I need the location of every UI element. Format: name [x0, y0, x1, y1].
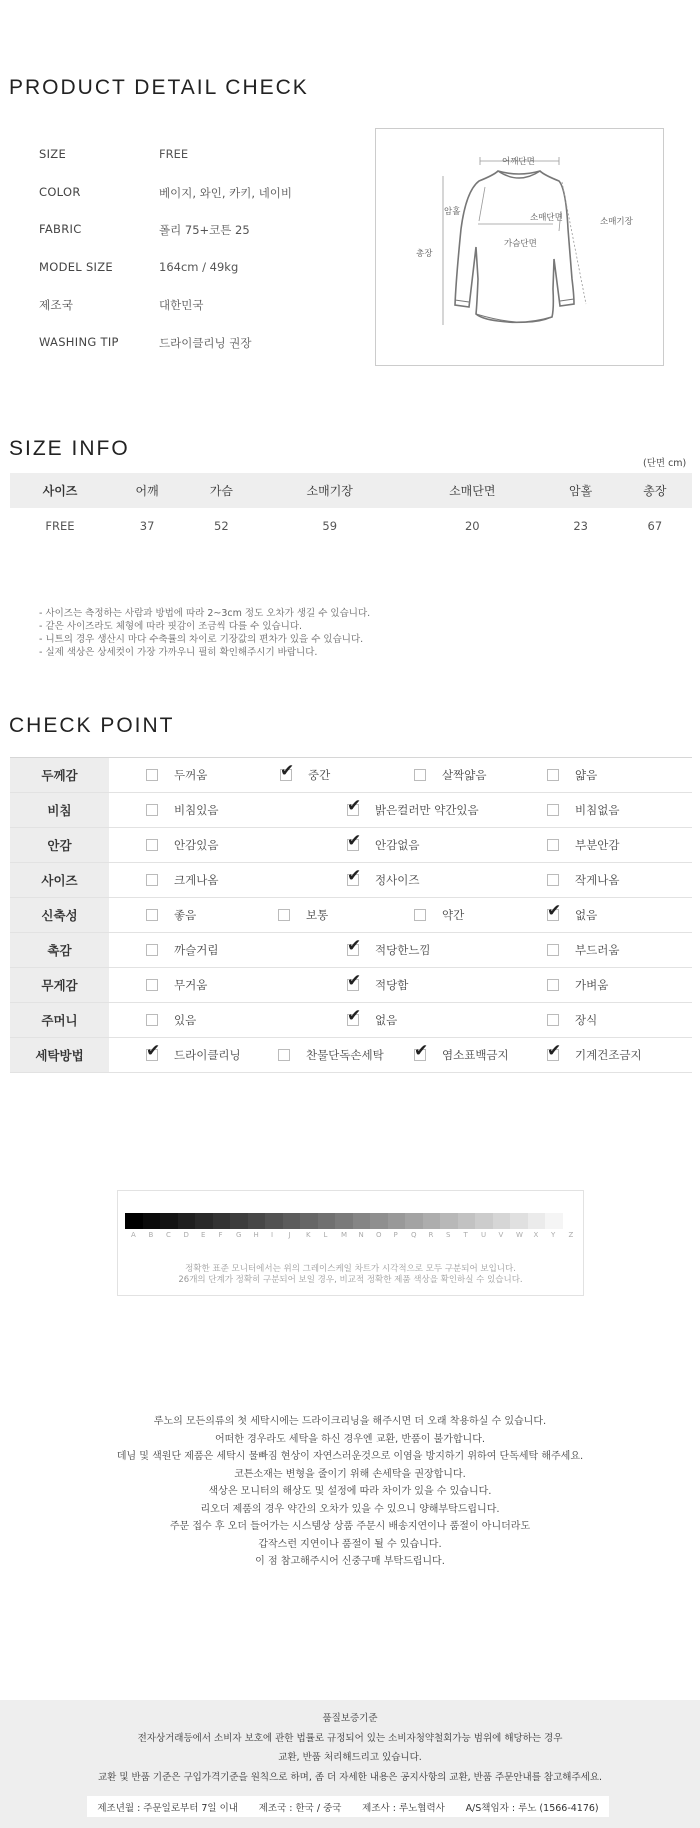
- grayscale-swatch: [160, 1213, 178, 1229]
- size-header-cell: 총장: [618, 473, 692, 508]
- grayscale-letter: Y: [551, 1231, 556, 1239]
- check-option-label: 얇음: [575, 768, 598, 782]
- check-option-label: 밝은컬러만 약간있음: [375, 803, 479, 817]
- grayscale-swatch: [528, 1213, 546, 1229]
- check-option[interactable]: [347, 863, 419, 897]
- check-option-label: 약간: [442, 908, 465, 922]
- grayscale-swatch: [458, 1213, 476, 1229]
- check-row-label: 두께감: [10, 758, 109, 792]
- check-option-label: 있음: [174, 1013, 197, 1027]
- checkbox-checked[interactable]: [347, 796, 362, 816]
- check-option-label: 무거움: [174, 978, 208, 992]
- grayscale-swatch: [493, 1213, 511, 1229]
- grayscale-letter: B: [148, 1231, 154, 1239]
- check-row: [10, 863, 692, 898]
- grayscale-letter: O: [376, 1231, 382, 1239]
- size-note: - 실제 색상은 상세컷이 가장 가까우니 필히 확인해주시기 바랍니다.: [39, 647, 318, 658]
- detail-title: PRODUCT DETAIL CHECK: [9, 76, 309, 99]
- check-icon: ✔: [347, 866, 362, 886]
- footer-info: 제조국 : 한국 / 중국: [258, 1802, 342, 1814]
- checkbox-checked[interactable]: [547, 901, 562, 921]
- spec-value: 드라이클리닝 권장: [159, 336, 252, 350]
- grayscale-letter: I: [271, 1231, 274, 1239]
- checkbox[interactable]: [146, 804, 158, 816]
- check-option[interactable]: [146, 933, 218, 967]
- check-icon: ✔: [347, 796, 362, 816]
- check-option-label: 비침없음: [575, 803, 620, 817]
- check-option[interactable]: [414, 898, 464, 932]
- size-info-title: SIZE INFO: [9, 437, 130, 460]
- check-icon: ✔: [547, 1041, 562, 1061]
- grayscale-chart: [117, 1190, 584, 1296]
- footer-line: 전자상거래등에서 소비자 보호에 관한 법률로 규정되어 있는 소비자청약철회가능 범위에 해당하는 경우: [137, 1732, 563, 1744]
- check-option-label: 드라이클리닝: [174, 1048, 241, 1062]
- size-header-cell: 어깨: [110, 473, 184, 508]
- check-option[interactable]: [146, 898, 196, 932]
- grayscale-swatch: [265, 1213, 283, 1229]
- grayscale-letter: D: [183, 1231, 189, 1239]
- checkbox[interactable]: [547, 1014, 559, 1026]
- check-icon: ✔: [547, 901, 562, 921]
- checkbox[interactable]: [146, 769, 158, 781]
- check-option[interactable]: [280, 758, 330, 792]
- spec-label: 제조국: [39, 298, 74, 312]
- spec-label: WASHING TIP: [39, 335, 119, 349]
- check-option-label: 살짝얇음: [442, 768, 487, 782]
- check-option-label: 비침있음: [174, 803, 219, 817]
- footer-info: 제조년월 : 주문일로부터 7일 이내: [97, 1802, 238, 1814]
- grayscale-swatch: [335, 1213, 353, 1229]
- check-option[interactable]: [547, 898, 597, 932]
- grayscale-swatch: [563, 1213, 581, 1229]
- checkbox[interactable]: [547, 804, 559, 816]
- footer-line: 교환 및 반품 기준은 구입가격기준을 원칙으로 하며, 좀 더 자세한 내용은 공지사항의 교환, 반품 주문안내를 참고해주세요.: [97, 1771, 603, 1783]
- checkbox[interactable]: [278, 909, 290, 921]
- grayscale-swatch: [195, 1213, 213, 1229]
- check-option-label: 가벼움: [575, 978, 609, 992]
- check-option-label: 부분안감: [575, 838, 620, 852]
- size-note: - 사이즈는 측정하는 사람과 방법에 따라 2~3cm 정도 오차가 생길 수 있습니다.: [39, 608, 371, 619]
- check-row: [10, 758, 692, 793]
- grayscale-swatch: [405, 1213, 423, 1229]
- check-row: [10, 968, 692, 1003]
- grayscale-note-line: 26개의 단계가 정확히 구분되어 보일 경우, 비교적 정확한 제품 색상을 확인하실 수 있습니다.: [178, 1275, 523, 1285]
- grayscale-letter: C: [166, 1231, 171, 1239]
- check-option[interactable]: [146, 828, 218, 862]
- grayscale-letter: M: [341, 1231, 348, 1239]
- footer-title: 품질보증기준: [322, 1713, 378, 1724]
- check-option[interactable]: [146, 793, 218, 827]
- grayscale-swatch: [423, 1213, 441, 1229]
- checkbox[interactable]: [547, 874, 559, 886]
- care-line: 어떠한 경우라도 세탁을 하신 경우엔 교환, 반품이 불가합니다.: [214, 1433, 486, 1445]
- grayscale-letter: W: [516, 1231, 523, 1239]
- check-option[interactable]: [146, 1038, 241, 1072]
- checkbox-checked[interactable]: [146, 1041, 161, 1061]
- check-icon: ✔: [414, 1041, 429, 1061]
- grayscale-swatch: [178, 1213, 196, 1229]
- table-row: [10, 508, 692, 543]
- care-line: 이 점 참고해주시어 신중구매 부탁드립니다.: [255, 1556, 445, 1567]
- size-cell: 37: [139, 518, 155, 533]
- size-header-cell: 암홀: [544, 473, 618, 508]
- grayscale-swatch: [300, 1213, 318, 1229]
- footer-line: 교환, 반품 처리해드리고 있습니다.: [278, 1752, 422, 1763]
- check-row: [10, 1038, 692, 1073]
- grayscale-letter: A: [131, 1231, 136, 1239]
- grayscale-letter: P: [393, 1231, 398, 1239]
- grayscale-letter: G: [236, 1231, 242, 1239]
- check-option-label: 작게나옴: [575, 873, 620, 887]
- grayscale-swatch: [388, 1213, 406, 1229]
- check-option[interactable]: [547, 828, 619, 862]
- checkbox-checked[interactable]: [347, 936, 362, 956]
- check-icon: ✔: [146, 1041, 161, 1061]
- grayscale-letter: V: [498, 1231, 504, 1239]
- check-option[interactable]: [146, 758, 207, 792]
- grayscale-letter: Q: [411, 1231, 417, 1239]
- check-option[interactable]: [278, 898, 328, 932]
- check-row-label: 안감: [10, 828, 109, 862]
- grayscale-letter: X: [533, 1231, 539, 1239]
- check-row-label: 주머니: [10, 1003, 109, 1037]
- spec-value: 베이지, 와인, 카키, 네이비: [159, 186, 293, 200]
- checkbox[interactable]: [146, 874, 158, 886]
- grayscale-swatch: [545, 1213, 563, 1229]
- size-header-cell: 소매단면: [401, 473, 544, 508]
- check-option-label: 중간: [308, 768, 331, 782]
- grayscale-swatch: [283, 1213, 301, 1229]
- check-option[interactable]: [547, 1038, 642, 1072]
- grayscale-swatch: [440, 1213, 458, 1229]
- grayscale-swatch: [230, 1213, 248, 1229]
- check-icon: ✔: [347, 971, 362, 991]
- grayscale-letter: R: [428, 1231, 434, 1239]
- checkbox[interactable]: [146, 944, 158, 956]
- diagram-label-length: 총장: [416, 249, 433, 259]
- check-icon: ✔: [347, 831, 362, 851]
- check-option[interactable]: [347, 968, 408, 1002]
- check-option[interactable]: [414, 758, 486, 792]
- spec-label: COLOR: [39, 185, 81, 199]
- checkbox[interactable]: [146, 839, 158, 851]
- check-row-label: 사이즈: [10, 863, 109, 897]
- checkbox[interactable]: [547, 944, 559, 956]
- check-option-label: 까슬거림: [174, 943, 219, 957]
- check-option-label: 좋음: [174, 908, 197, 922]
- size-table-header: [10, 473, 692, 508]
- diagram-label-chest: 가슴단면: [504, 239, 537, 249]
- grayscale-swatch: [475, 1213, 493, 1229]
- check-option[interactable]: [547, 758, 597, 792]
- check-option[interactable]: [547, 933, 619, 967]
- check-option-label: 보통: [306, 908, 329, 922]
- spec-label: MODEL SIZE: [39, 260, 113, 274]
- check-option[interactable]: [547, 863, 619, 897]
- garment-diagram: [375, 128, 664, 366]
- size-note: - 니트의 경우 생산시 마다 수축률의 차이로 기장값의 편차가 있을 수 있습니다.: [39, 634, 364, 645]
- check-option-label: 찬물단독손세탁: [306, 1048, 384, 1062]
- check-option-label: 정사이즈: [375, 873, 420, 887]
- check-option[interactable]: [278, 1038, 384, 1072]
- footer-info-bar: [87, 1796, 609, 1817]
- checkbox-checked[interactable]: [547, 1041, 562, 1061]
- grayscale-swatch: [353, 1213, 371, 1229]
- grayscale-letter: U: [481, 1231, 487, 1239]
- check-row: [10, 898, 692, 933]
- check-option[interactable]: [547, 1003, 597, 1037]
- check-row-label: 비침: [10, 793, 109, 827]
- size-cell: 59: [322, 518, 338, 533]
- check-option-label: 부드러움: [575, 943, 620, 957]
- checkbox[interactable]: [547, 839, 559, 851]
- check-option[interactable]: [547, 968, 608, 1002]
- check-icon: ✔: [347, 1006, 362, 1026]
- check-option-label: 기계건조금지: [575, 1048, 642, 1062]
- size-notes: [39, 607, 370, 659]
- check-point-title: CHECK POINT: [9, 714, 175, 737]
- checkbox[interactable]: [146, 979, 158, 991]
- grayscale-swatch: [510, 1213, 528, 1229]
- check-icon: ✔: [347, 936, 362, 956]
- checkbox[interactable]: [146, 1014, 158, 1026]
- check-row: [10, 793, 692, 828]
- check-option[interactable]: [547, 793, 619, 827]
- check-row: [10, 933, 692, 968]
- care-line: 주문 접수 후 오더 들어가는 시스템상 상품 주문시 배송지연이나 품절이 아니더라도: [169, 1521, 531, 1532]
- grayscale-letter: E: [201, 1231, 206, 1239]
- diagram-label-shoulder: 어깨단면: [502, 157, 535, 167]
- checkbox[interactable]: [278, 1049, 290, 1061]
- size-note: - 같은 사이즈라도 체형에 따라 핏감이 조금씩 다를 수 있습니다.: [39, 621, 303, 632]
- diagram-label-sleeve-length: 소매기장: [600, 217, 633, 227]
- grayscale-letter: T: [463, 1231, 468, 1239]
- grayscale-swatch: [248, 1213, 266, 1229]
- checkbox[interactable]: [414, 769, 426, 781]
- grayscale-swatch: [370, 1213, 388, 1229]
- checkbox-checked[interactable]: [280, 761, 295, 781]
- checkbox[interactable]: [547, 979, 559, 991]
- check-option[interactable]: [347, 793, 479, 827]
- grayscale-letter: S: [446, 1231, 451, 1239]
- care-line: 리오더 제품의 경우 약간의 오차가 있을 수 있으니 양해부탁드립니다.: [200, 1503, 500, 1515]
- check-option-label: 크게나옴: [174, 873, 219, 887]
- check-option[interactable]: [414, 1038, 509, 1072]
- check-option[interactable]: [146, 968, 207, 1002]
- spec-value: 폴리 75+코튼 25: [159, 223, 250, 237]
- spec-value: 대한민국: [159, 298, 204, 312]
- grayscale-swatch: [213, 1213, 231, 1229]
- size-unit-label: (단면 cm): [643, 458, 687, 469]
- footer-info: 제조사 : 루노협력사: [362, 1802, 445, 1814]
- grayscale-letter: Z: [568, 1231, 574, 1239]
- check-row-label: 무게감: [10, 968, 109, 1002]
- size-header-cell: 사이즈: [10, 473, 110, 508]
- spec-label: SIZE: [39, 147, 67, 161]
- check-row-label: 신축성: [10, 898, 109, 932]
- check-option[interactable]: [347, 1003, 397, 1037]
- grayscale-swatch: [318, 1213, 336, 1229]
- checkbox-checked[interactable]: [414, 1041, 429, 1061]
- check-option-label: 없음: [375, 1013, 398, 1027]
- grayscale-letter: F: [218, 1231, 223, 1239]
- checkbox-checked[interactable]: [347, 866, 362, 886]
- grayscale-letter: N: [358, 1231, 364, 1239]
- check-option[interactable]: [347, 933, 431, 967]
- check-icon: ✔: [280, 761, 295, 781]
- care-line: 데님 및 색원단 제품은 세탁시 물빠짐 현상이 자연스러운것으로 이염을 방지하기 위하여 단독세탁 해주세요.: [116, 1451, 584, 1462]
- checkbox[interactable]: [146, 909, 158, 921]
- size-cell: 23: [573, 518, 588, 533]
- grayscale-swatch: [125, 1213, 143, 1229]
- checkbox[interactable]: [547, 769, 559, 781]
- size-cell: FREE: [45, 518, 75, 533]
- check-option[interactable]: [146, 1003, 196, 1037]
- size-cell: 52: [214, 518, 229, 533]
- footer-info: A/S책임자 : 루노 (1566-4176): [465, 1802, 599, 1814]
- care-notice: [0, 1413, 700, 1571]
- checkbox[interactable]: [414, 909, 426, 921]
- check-option-label: 두꺼움: [174, 768, 208, 782]
- check-option-label: 염소표백금지: [442, 1048, 509, 1062]
- check-row-label: 세탁방법: [10, 1038, 109, 1072]
- check-option[interactable]: [347, 828, 419, 862]
- check-option-label: 안감없음: [375, 838, 420, 852]
- check-row-label: 촉감: [10, 933, 109, 967]
- check-option-label: 없음: [575, 908, 598, 922]
- checkbox-checked[interactable]: [347, 971, 362, 991]
- check-option-label: 적당한느낌: [375, 943, 431, 957]
- care-line: 갑작스런 지연이나 품절이 될 수 있습니다.: [258, 1538, 442, 1550]
- size-header-cell: 가슴: [184, 473, 258, 508]
- check-row: [10, 828, 692, 863]
- spec-value: 164cm / 49kg: [159, 260, 239, 274]
- check-option[interactable]: [146, 863, 218, 897]
- care-line: 색상은 모니터의 해상도 및 설정에 따라 차이가 있을 수 있습니다.: [208, 1486, 492, 1497]
- grayscale-letter: L: [323, 1231, 328, 1239]
- check-option-label: 안감있음: [174, 838, 219, 852]
- care-line: 코튼소재는 변형을 줄이기 위해 손세탁을 권장합니다.: [234, 1468, 466, 1480]
- quality-footer: [0, 1700, 700, 1828]
- checkbox-checked[interactable]: [347, 831, 362, 851]
- grayscale-swatch: [143, 1213, 161, 1229]
- spec-label: FABRIC: [39, 222, 82, 236]
- check-row: [10, 1003, 692, 1038]
- check-option-label: 적당함: [375, 978, 409, 992]
- spec-value: FREE: [159, 147, 189, 161]
- check-option-label: 장식: [575, 1013, 598, 1027]
- diagram-label-armhole: 암홀: [444, 207, 461, 217]
- checkbox-checked[interactable]: [347, 1006, 362, 1026]
- grayscale-letter: J: [288, 1231, 291, 1239]
- diagram-label-sleeve-width: 소매단면: [530, 213, 563, 223]
- grayscale-note-line: 정확한 표준 모니터에서는 위의 그레이스케일 차트가 시각적으로 모두 구분되어 보입니다.: [185, 1264, 516, 1274]
- grayscale-letter: K: [306, 1231, 311, 1239]
- size-header-cell: 소매기장: [258, 473, 401, 508]
- size-table: [10, 473, 692, 543]
- size-cell: 20: [464, 518, 480, 533]
- care-line: 루노의 모든의류의 첫 세탁시에는 드라이크리닝을 해주시면 더 오래 착용하실 수 있습니다.: [153, 1416, 547, 1427]
- grayscale-note: [118, 1264, 583, 1286]
- grayscale-letter: H: [253, 1231, 259, 1239]
- size-cell: 67: [647, 518, 663, 533]
